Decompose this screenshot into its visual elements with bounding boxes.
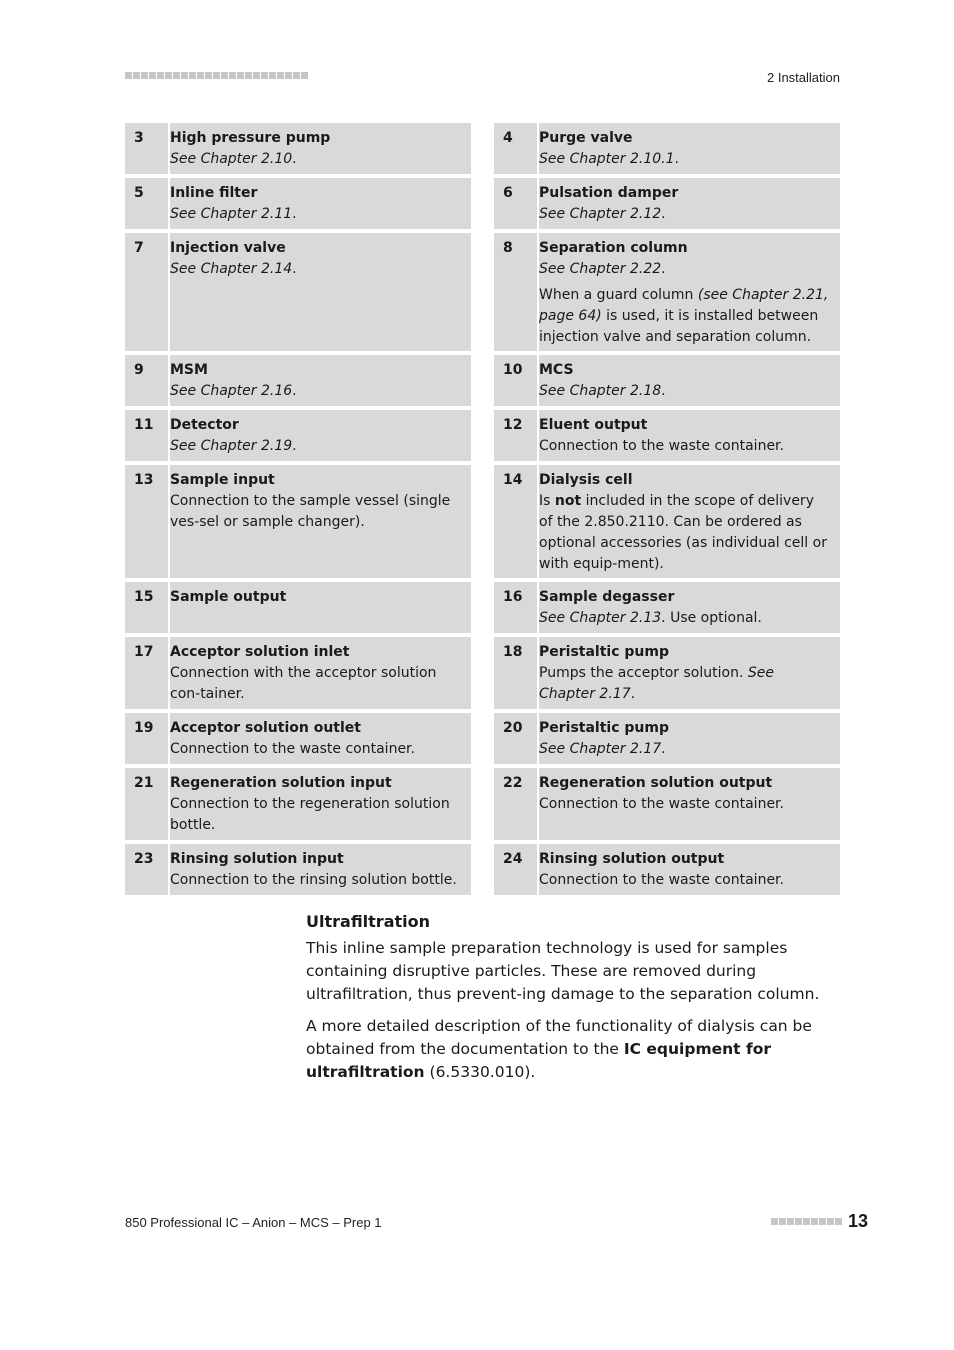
paragraph-text: (6.5330.010). <box>424 1063 536 1081</box>
item-title: Acceptor solution inlet <box>170 644 350 660</box>
description-text: Connection to the rinsing solution bottle. <box>170 872 457 888</box>
chapter-reference: See Chapter 2.17 <box>539 665 774 702</box>
description-text: . <box>292 261 297 277</box>
description-text: Connection to the waste container. <box>539 872 784 888</box>
item-description <box>170 149 461 170</box>
decoration-square <box>787 1218 794 1225</box>
chapter-reference: See Chapter 2.18 <box>539 383 662 399</box>
item-number: 16 <box>503 589 523 605</box>
description-text: . <box>661 741 666 757</box>
legend-item-13 <box>125 465 471 578</box>
decoration-square <box>253 72 260 79</box>
item-title: Acceptor solution outlet <box>170 720 361 736</box>
description-text: Pumps the acceptor solution. <box>539 665 748 681</box>
decoration-square <box>213 72 220 79</box>
chapter-reference: See Chapter 2.10.1 <box>539 151 675 167</box>
legend-item-5 <box>125 178 471 229</box>
item-title: Purge valve <box>539 130 633 146</box>
item-number: 17 <box>134 644 154 660</box>
legend-item-12 <box>494 410 840 461</box>
legend-item-14 <box>494 465 840 578</box>
chapter-reference: See Chapter 2.11 <box>170 206 293 222</box>
item-number: 19 <box>134 720 154 736</box>
item-title: Detector <box>170 417 239 433</box>
ultrafiltration-heading: Ultrafiltration <box>306 912 431 931</box>
legend-item-9 <box>125 355 471 406</box>
item-number: 22 <box>503 775 523 791</box>
decoration-square <box>277 72 284 79</box>
description-text: . Use optional. <box>661 610 762 626</box>
decoration-square <box>301 72 308 79</box>
decoration-square <box>133 72 140 79</box>
decoration-square <box>795 1218 802 1225</box>
decoration-square <box>779 1218 786 1225</box>
description-text: Connection with the acceptor solution con-tainer. <box>170 665 437 702</box>
item-title: Eluent output <box>539 417 648 433</box>
description-text: Connection to the sample vessel (single ves-sel or sample changer). <box>170 493 451 530</box>
item-description <box>539 739 830 760</box>
decoration-square <box>141 72 148 79</box>
item-description <box>539 149 830 170</box>
item-title: Pulsation damper <box>539 185 679 201</box>
description-text: . <box>674 151 679 167</box>
item-number: 21 <box>134 775 154 791</box>
item-number: 9 <box>134 362 144 378</box>
decoration-square <box>205 72 212 79</box>
legend-item-3 <box>125 123 471 174</box>
item-title: Dialysis cell <box>539 472 633 488</box>
chapter-reference: See Chapter 2.10 <box>170 151 293 167</box>
description-text: Is <box>539 493 555 509</box>
decoration-square <box>835 1218 842 1225</box>
decoration-square <box>189 72 196 79</box>
legend-item-10 <box>494 355 840 406</box>
item-title: Separation column <box>539 240 688 256</box>
item-number: 6 <box>503 185 513 201</box>
legend-item-4 <box>494 123 840 174</box>
item-title: High pressure pump <box>170 130 331 146</box>
item-description <box>539 870 830 891</box>
legend-item-15 <box>125 582 471 633</box>
description-text: . <box>661 383 666 399</box>
decoration-square <box>221 72 228 79</box>
footer-decoration <box>771 1218 842 1225</box>
legend-item-16 <box>494 582 840 633</box>
item-title: Sample output <box>170 589 287 605</box>
description-text: . <box>661 261 666 277</box>
decoration-square <box>197 72 204 79</box>
item-description <box>539 436 830 457</box>
footer-page <box>771 1211 868 1232</box>
decoration-square <box>229 72 236 79</box>
description-text: When a guard column <box>539 287 698 303</box>
section-title: 2 Installation <box>767 70 840 85</box>
item-number: 15 <box>134 589 154 605</box>
item-description <box>539 491 830 575</box>
item-description <box>539 381 830 402</box>
item-number: 4 <box>503 130 513 146</box>
legend-item-17 <box>125 637 471 709</box>
chapter-reference: See Chapter 2.19 <box>170 438 293 454</box>
decoration-square <box>125 72 132 79</box>
item-description <box>539 259 830 280</box>
item-title: Inline filter <box>170 185 258 201</box>
description-text: Connection to the waste container. <box>170 741 415 757</box>
item-description <box>539 794 830 815</box>
item-description <box>170 381 461 402</box>
description-text: . <box>292 383 297 399</box>
item-description <box>539 608 830 629</box>
decoration-square <box>173 72 180 79</box>
decoration-square <box>237 72 244 79</box>
item-number: 20 <box>503 720 523 736</box>
legend-item-8 <box>494 233 840 351</box>
chapter-reference: See Chapter 2.13 <box>539 610 662 626</box>
item-title: MCS <box>539 362 574 378</box>
decoration-square <box>803 1218 810 1225</box>
chapter-reference: (see Chapter 2.21, page 64) <box>539 287 829 324</box>
item-description <box>170 259 461 280</box>
item-number: 23 <box>134 851 154 867</box>
legend-item-18 <box>494 637 840 709</box>
item-title: Regeneration solution output <box>539 775 773 791</box>
ultrafiltration-section <box>306 910 846 1093</box>
chapter-reference: See Chapter 2.22 <box>539 261 662 277</box>
decoration-square <box>771 1218 778 1225</box>
item-title: Peristaltic pump <box>539 720 669 736</box>
decoration-square <box>245 72 252 79</box>
legend-item-11 <box>125 410 471 461</box>
description-text: . <box>630 686 636 702</box>
description-text: . <box>292 438 297 454</box>
description-text: Connection to the waste container. <box>539 438 784 454</box>
item-title: Injection valve <box>170 240 286 256</box>
chapter-reference: See Chapter 2.17 <box>539 741 662 757</box>
item-description <box>170 794 461 836</box>
item-number: 7 <box>134 240 144 256</box>
description-text: included in the scope of delivery of the 2.850.2110. Can be ordered as optional accessories (as individual cell or with equip-ment). <box>539 493 827 572</box>
paragraph-text: A more detailed description of the functionality of dialysis can be obtained from the documentation to the <box>306 1017 812 1058</box>
item-number: 14 <box>503 472 523 488</box>
item-number: 5 <box>134 185 144 201</box>
ultrafiltration-paragraph-1: This inline sample preparation technology is used for samples containing disruptive particles. These are removed during ultrafiltration, thus prevent-ing damage to the separation column. <box>306 939 820 1003</box>
description-text: not <box>554 493 582 509</box>
decoration-square <box>293 72 300 79</box>
decoration-square <box>819 1218 826 1225</box>
item-number: 3 <box>134 130 144 146</box>
decoration-square <box>261 72 268 79</box>
item-description <box>170 436 461 457</box>
decoration-square <box>269 72 276 79</box>
item-number: 12 <box>503 417 523 433</box>
footer-document-title: 850 Professional IC – Anion – MCS – Prep 1 <box>125 1215 382 1230</box>
item-description <box>170 204 461 225</box>
description-text: is used, it is installed between injection valve and separation column. <box>539 308 819 345</box>
legend-item-23 <box>125 844 471 895</box>
item-title: Sample degasser <box>539 589 675 605</box>
item-description <box>539 663 830 705</box>
legend-item-6 <box>494 178 840 229</box>
item-number: 13 <box>134 472 154 488</box>
item-description <box>170 663 461 705</box>
decoration-square <box>827 1218 834 1225</box>
item-title: Regeneration solution input <box>170 775 392 791</box>
chapter-reference: See Chapter 2.14 <box>170 261 293 277</box>
legend-item-22 <box>494 768 840 840</box>
decoration-square <box>285 72 292 79</box>
decoration-square <box>181 72 188 79</box>
description-text: Connection to the regeneration solution bottle. <box>170 796 450 833</box>
legend-column-left <box>125 123 471 899</box>
item-number: 10 <box>503 362 523 378</box>
item-number: 24 <box>503 851 523 867</box>
legend-item-24 <box>494 844 840 895</box>
decoration-square <box>811 1218 818 1225</box>
ultrafiltration-paragraph-2 <box>306 1015 846 1084</box>
description-text: . <box>292 151 297 167</box>
equipment-reference: IC equipment for ultrafiltration <box>306 1040 772 1081</box>
description-text: . <box>292 206 297 222</box>
page-number: 13 <box>847 1211 868 1231</box>
header-decoration <box>125 72 308 79</box>
item-description <box>170 870 461 891</box>
item-title: Rinsing solution input <box>170 851 344 867</box>
legend-column-right <box>494 123 840 899</box>
decoration-square <box>157 72 164 79</box>
chapter-reference: See Chapter 2.16 <box>170 383 293 399</box>
decoration-square <box>165 72 172 79</box>
item-description <box>170 739 461 760</box>
description-text: . <box>661 206 666 222</box>
description-text: Connection to the waste container. <box>539 796 784 812</box>
item-description <box>539 285 830 348</box>
item-number: 11 <box>134 417 154 433</box>
item-number: 18 <box>503 644 523 660</box>
item-title: Sample input <box>170 472 275 488</box>
item-description <box>170 491 461 533</box>
item-title: Rinsing solution output <box>539 851 725 867</box>
decoration-square <box>149 72 156 79</box>
legend-item-21 <box>125 768 471 840</box>
item-title: Peristaltic pump <box>539 644 669 660</box>
item-description <box>539 204 830 225</box>
legend-item-7 <box>125 233 471 351</box>
item-title: MSM <box>170 362 208 378</box>
item-number: 8 <box>503 240 513 256</box>
legend-item-19 <box>125 713 471 764</box>
legend-item-20 <box>494 713 840 764</box>
chapter-reference: See Chapter 2.12 <box>539 206 662 222</box>
